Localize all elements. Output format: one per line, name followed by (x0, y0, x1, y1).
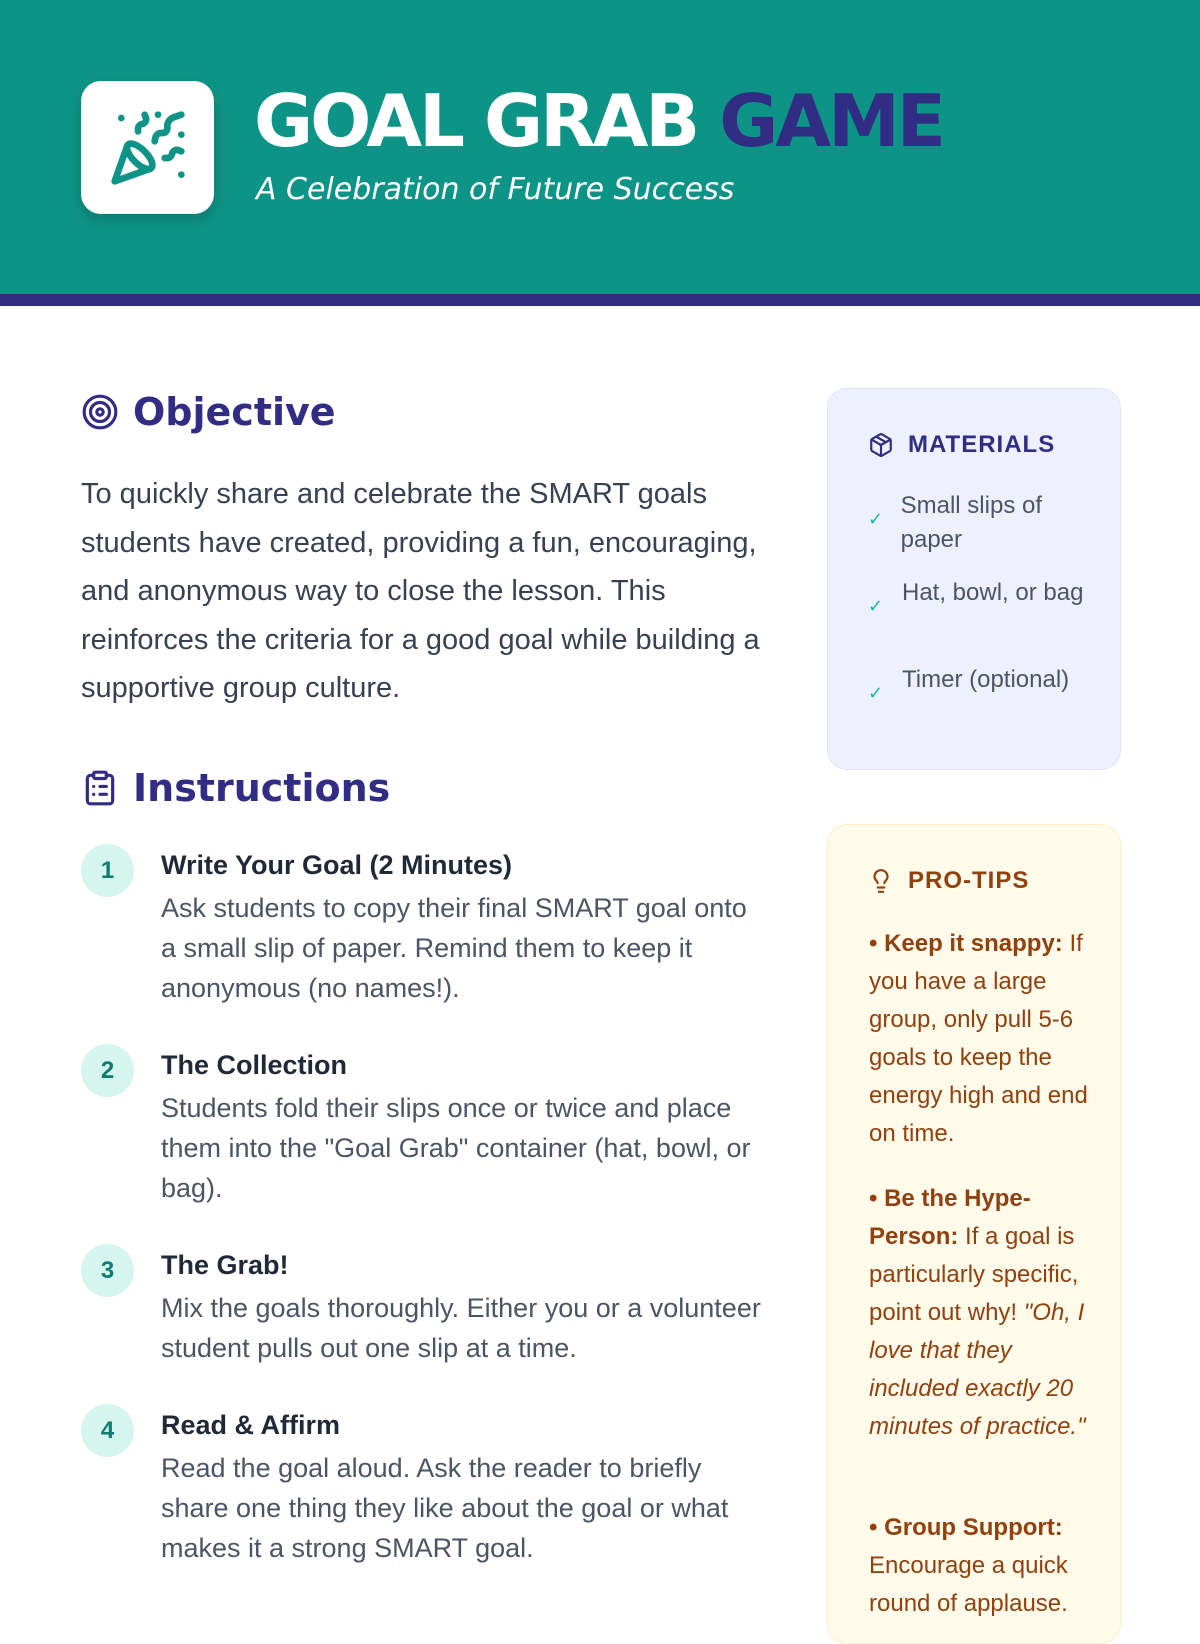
title-part-1: GOAL GRAB (254, 79, 698, 163)
tip-label: Keep it snappy: (884, 930, 1063, 957)
tip-quote: "Oh, I love that they included exactly 20 minutes of practice." (869, 1299, 1086, 1440)
step-number: 2 (81, 1044, 134, 1097)
page-title (254, 78, 943, 164)
instruction-step (81, 1404, 761, 1574)
tip-label: Be the Hype-Person: (869, 1185, 1031, 1250)
materials-item (868, 663, 1098, 704)
step-number: 3 (81, 1244, 134, 1297)
step-title: Read & Affirm (161, 1410, 341, 1440)
step-description: Students fold their slips once or twice and place them into the "Goal Grab" container (hat, bowl, or bag). (161, 1093, 751, 1203)
check-icon: ✓ (868, 509, 884, 529)
pro-tips-heading (868, 867, 1029, 895)
step-title: The Grab! (161, 1250, 289, 1280)
materials-item (868, 576, 1098, 617)
step-description: Ask students to copy their final SMART goal onto a small slip of paper. Remind them to keep it anonymous (no names!). (161, 893, 747, 1003)
step-title: The Collection (161, 1050, 348, 1080)
title-part-2: GAME (719, 79, 943, 163)
box-icon (868, 432, 894, 458)
tip-item: • Be the Hype-Person: If a goal is particularly specific, point out why! "Oh, I love that they included exactly 20 minutes of practice." (869, 1185, 1086, 1440)
tip-text: If you have a large group, only pull 5-6 goals to keep the energy high and end on time. (869, 930, 1088, 1147)
objective-title: Objective (133, 390, 336, 434)
step-title: Write Your Goal (2 Minutes) (161, 850, 513, 880)
materials-title: MATERIALS (908, 431, 1056, 458)
materials-item-text: Timer (optional) (902, 666, 1070, 693)
check-icon: ✓ (868, 683, 884, 703)
lightbulb-icon (868, 868, 894, 894)
pro-tips-card (827, 824, 1121, 1644)
tip-text: If a goal is particularly specific, point out why! (869, 1223, 1079, 1326)
tip-label: Group Support: (884, 1514, 1063, 1541)
check-icon: ✓ (868, 596, 884, 616)
step-number: 1 (81, 844, 134, 897)
instruction-step (81, 844, 761, 1014)
header-banner (0, 0, 1200, 306)
tip-text: Encourage a quick round of applause. (869, 1552, 1068, 1617)
materials-heading (868, 431, 1055, 459)
materials-card (827, 388, 1121, 770)
step-number: 4 (81, 1404, 134, 1457)
pro-tips-title: PRO-TIPS (908, 867, 1030, 894)
materials-item-text: Small slips of paper (900, 492, 1042, 553)
materials-item (868, 489, 1098, 557)
logo-tile (81, 81, 214, 214)
instruction-step (81, 1044, 761, 1214)
objective-heading (81, 390, 336, 434)
clipboard-list-icon (81, 769, 119, 807)
target-icon (81, 393, 119, 431)
step-description: Mix the goals thoroughly. Either you or a volunteer student pulls out one slip at a time. (161, 1293, 761, 1363)
instructions-title: Instructions (133, 766, 391, 810)
instructions-heading (81, 766, 390, 810)
materials-item-text: Hat, bowl, or bag (902, 579, 1084, 606)
header-divider (0, 294, 1200, 306)
instruction-step (81, 1244, 761, 1374)
party-popper-icon (108, 108, 188, 188)
page-subtitle: A Celebration of Future Success (256, 172, 735, 207)
objective-text: To quickly share and celebrate the SMART goals students have created, providing a fun, encouraging, and anonymous way to close the lesson. This reinforces the criteria for a good goal while building a supportive group culture. (81, 478, 760, 704)
tip-item: • Keep it snappy: If you have a large group, only pull 5-6 goals to keep the energy high and end on time. (869, 930, 1088, 1147)
step-description: Read the goal aloud. Ask the reader to briefly share one thing they like about the goal or what makes it a strong SMART goal. (161, 1453, 729, 1563)
tip-item: • Group Support: Encourage a quick round of applause. (869, 1514, 1068, 1617)
